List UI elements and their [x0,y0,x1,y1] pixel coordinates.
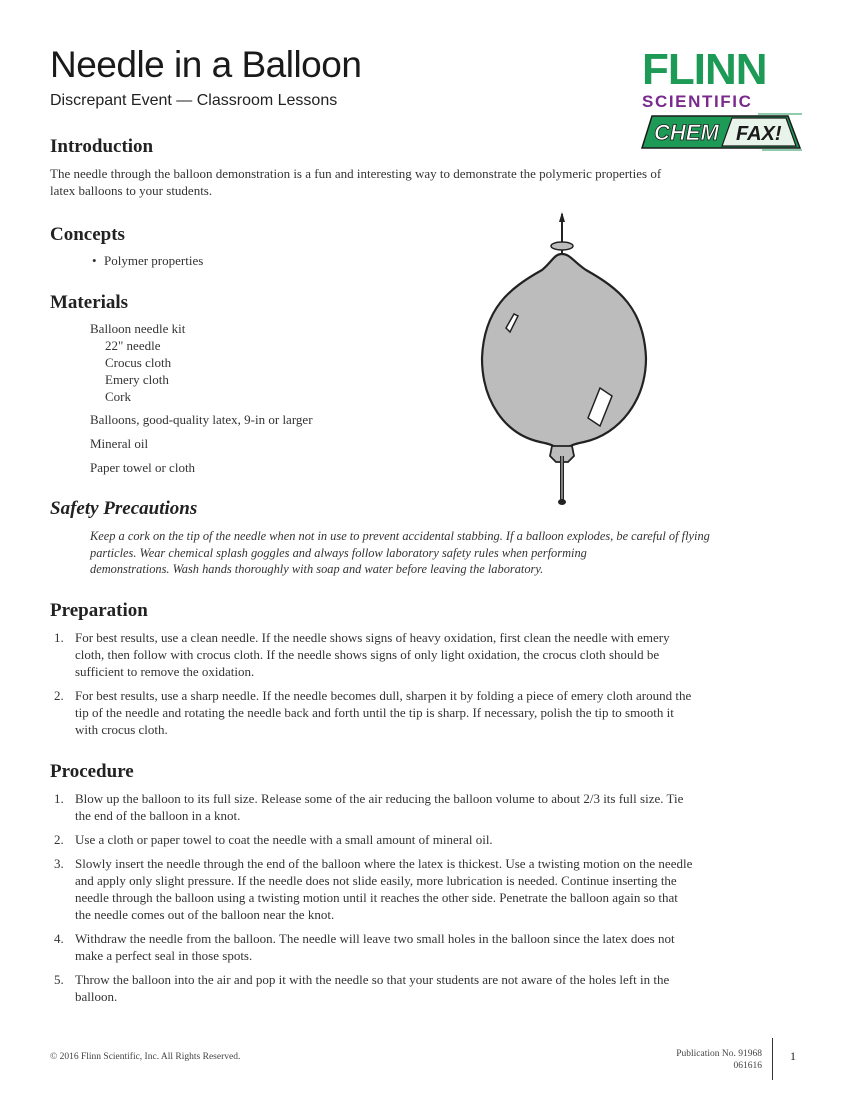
logo-flinn-text: FLINN [642,45,767,94]
step-line: For best results, use a clean needle. If the needle shows signs of heavy oxidation, first clean the needle with emery [75,630,670,645]
preparation-step [50,687,780,738]
step-line: For best results, use a sharp needle. If the needle becomes dull, sharpen it by folding a piece of emery cloth around the [75,688,692,703]
step-number: 2. [54,832,64,847]
safety-heading: Safety Precautions [50,498,198,519]
procedure-step [50,790,780,824]
step-number: 1. [54,791,64,806]
step-line: Use a cloth or paper towel to coat the needle with a small amount of mineral oil. [75,832,493,847]
step-line: and apply only slight pressure. If the needle does not slide easily, more lubrication is needed. Continue inserting the [75,873,677,888]
introduction-heading: Introduction [50,136,154,157]
preparation-heading: Preparation [50,600,148,621]
safety-text [90,528,770,578]
step-line: cloth, then follow with crocus cloth. If the needle shows signs of only light oxidation, the crocus cloth should be [75,647,660,662]
step-line: Slowly insert the needle through the end of the balloon where the latex is thickest. Use a twisting motion on the needle [75,856,693,871]
page-subtitle: Discrepant Event — Classroom Lessons [50,92,338,109]
materials-item: Mineral oil [90,436,149,451]
materials-kit-item: Cork [105,389,131,404]
step-number: 4. [54,931,64,946]
concepts-heading: Concepts [50,224,125,245]
materials-kit: Balloon needle kit [90,321,186,336]
procedure-step [50,831,780,848]
step-line: the needle comes out of the balloon near the knot. [75,907,335,922]
procedure-step [50,971,780,1005]
step-line: make a perfect seal in those spots. [75,948,253,963]
step-number: 1. [54,630,64,645]
materials-heading: Materials [50,292,129,313]
safety-line: particles. Wear chemical splash goggles and always follow laboratory safety rules when performing [90,545,587,560]
publication-number: Publication No. 91968 [676,1049,762,1059]
step-number: 5. [54,972,64,987]
concept-bullet: • [92,253,97,268]
procedure-steps [50,790,780,1012]
introduction-line: latex balloons to your students. [50,183,213,198]
step-number: 3. [54,856,64,871]
badge-fax-text: FAX! [736,123,782,145]
badge-chem-text: CHEM [654,120,719,145]
materials-kit-item: Emery cloth [105,372,169,387]
step-line: with crocus cloth. [75,722,168,737]
step-line: Withdraw the needle from the balloon. The needle will leave two small holes in the balloon since the latex does not [75,931,675,946]
introduction-text [50,165,750,199]
footer-copyright: © 2016 Flinn Scientific, Inc. All Rights Reserved. [50,1052,241,1062]
step-line: sufficient to remove the oxidation. [75,664,255,679]
chemfax-badge-icon [638,112,802,152]
footer-divider [772,1038,773,1080]
concept-item: Polymer properties [104,253,204,268]
procedure-step [50,855,780,923]
safety-line: demonstrations. Wash hands thoroughly with soap and water before leaving the laboratory. [90,562,544,576]
step-line: tip of the needle and rotating the needle back and forth until the tip is sharp. If necessary, polish the tip to smooth it [75,705,674,720]
step-line: the end of the balloon in a knot. [75,808,241,823]
materials-kit-item: Crocus cloth [105,355,172,370]
procedure-heading: Procedure [50,761,134,782]
footer-publication [640,1048,762,1072]
preparation-step [50,629,780,680]
materials-item: Balloons, good-quality latex, 9-in or larger [90,412,313,427]
step-line: Throw the balloon into the air and pop it with the needle so that your students are not aware of the holes left in the [75,972,670,987]
materials-item: Paper towel or cloth [90,460,196,475]
procedure-step [50,930,780,964]
balloon-needle-illustration [470,210,665,515]
introduction-line: The needle through the balloon demonstration is a fun and interesting way to demonstrate the polymeric properties of [50,166,662,181]
page-number: 1 [790,1049,796,1063]
safety-line: Keep a cork on the tip of the needle when not in use to prevent accidental stabbing. If a balloon explodes, be careful of flying [90,529,710,543]
step-line: needle through the balloon using a twisting motion until it reaches the other side. Penetrate the balloon again so that [75,890,678,905]
preparation-steps [50,629,780,745]
publication-code: 061616 [733,1061,762,1071]
step-number: 2. [54,688,64,703]
logo-scientific-text: SCIENTIFIC [642,92,753,111]
step-line: balloon. [75,989,118,1004]
step-line: Blow up the balloon to its full size. Release some of the air reducing the balloon volume to about 2/3 its full size. Tie [75,791,684,806]
page-title: Needle in a Balloon [50,44,362,85]
flinn-chemfax-logo [638,45,802,152]
materials-kit-item: 22" needle [105,338,161,353]
